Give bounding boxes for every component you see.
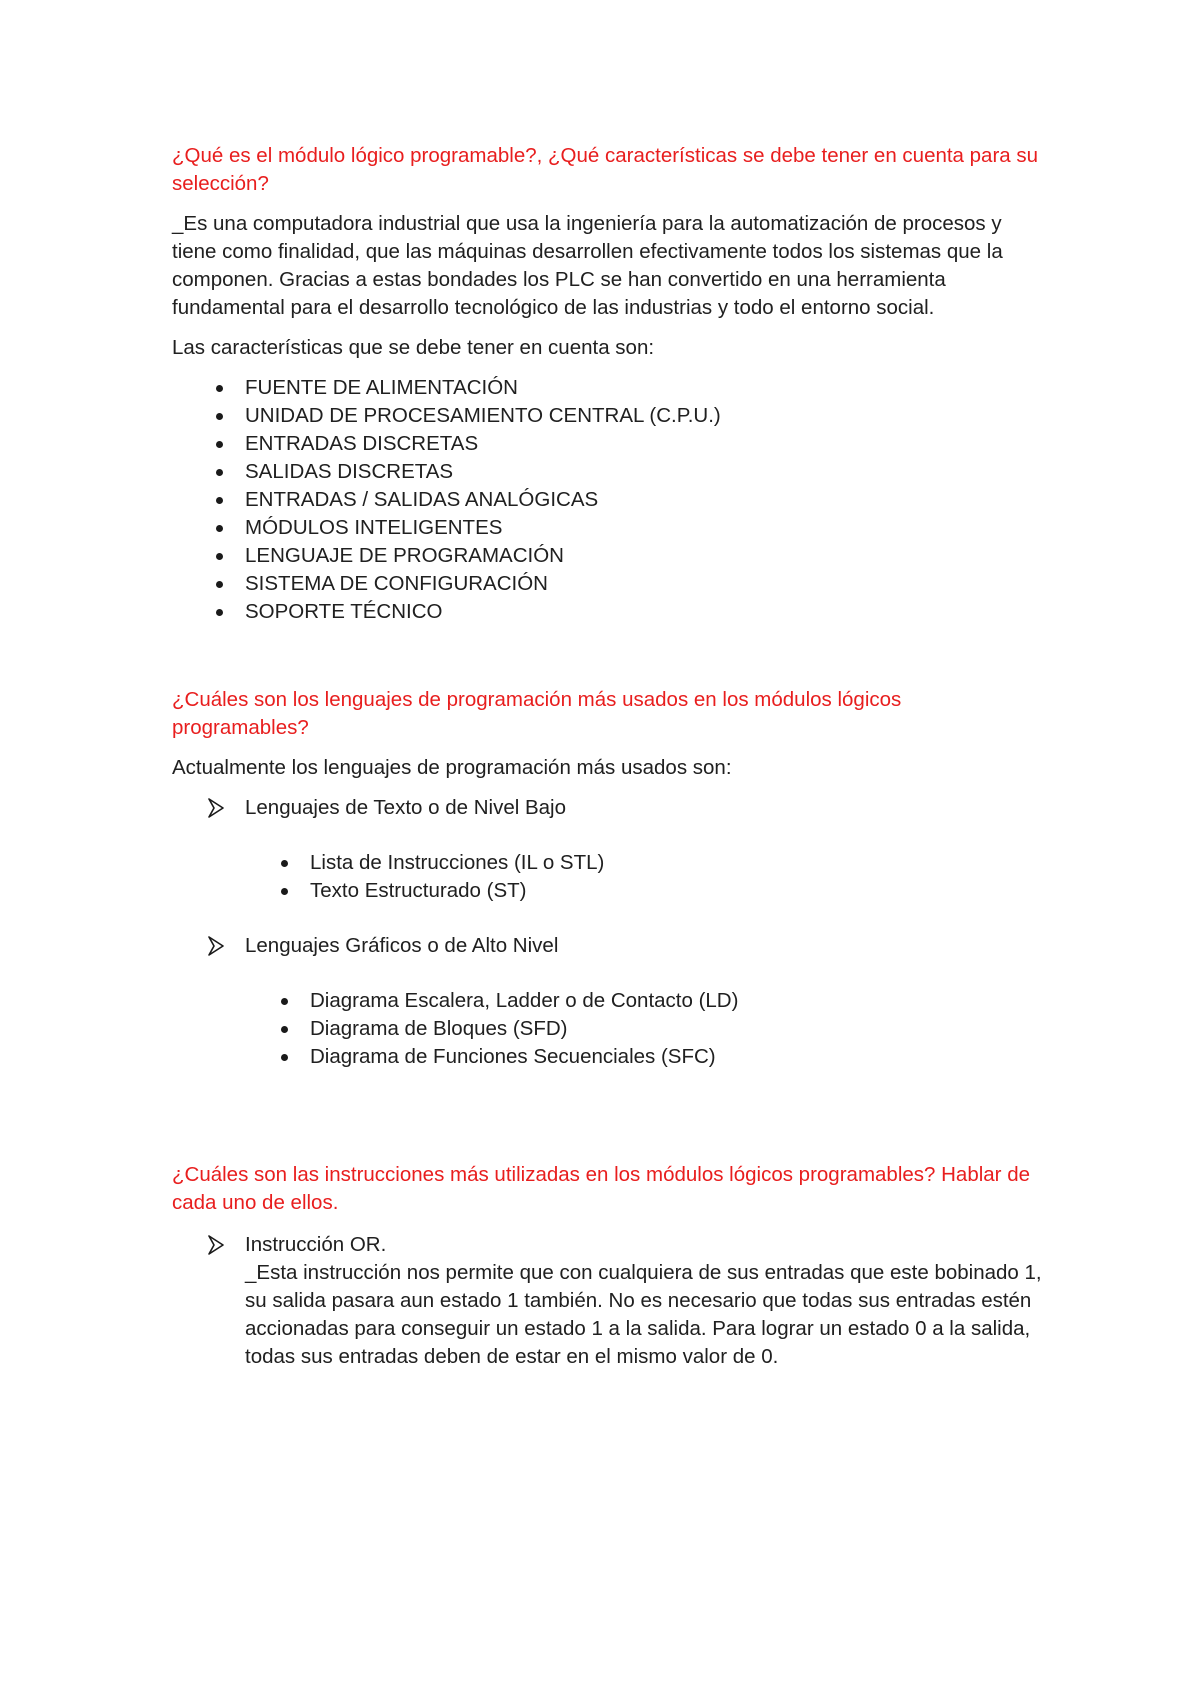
document-content [172, 142, 1042, 1371]
bullet-icon [216, 525, 223, 532]
list-item [216, 402, 1042, 430]
language-group-label: Lenguajes de Texto o de Nivel Bajo [245, 796, 567, 819]
bullet-icon [281, 860, 288, 867]
instruction-description: _Esta instrucción nos permite que con cualquiera de sus entradas que este bobinado 1, su salida pasara aun estado 1 también. No es necesario que todas sus entradas estén accionadas para conseguir un estado 1 a la salida. Para lograr un estado 0 a la salida, todas sus entradas deben de estar en el mismo valor de 0. [245, 1261, 1042, 1368]
list-item-label: ENTRADAS / SALIDAS ANALÓGICAS [245, 488, 599, 511]
list-item [281, 1043, 1042, 1071]
list-item [281, 1015, 1042, 1043]
bullet-icon [216, 385, 223, 392]
languages-groups [208, 794, 1042, 1071]
instruction-item [208, 1231, 1042, 1371]
list-item-label: Texto Estructurado (ST) [310, 879, 527, 902]
language-sublist [281, 987, 1042, 1071]
characteristics-list [216, 374, 1042, 626]
bullet-icon [281, 998, 288, 1005]
list-item-label: Diagrama Escalera, Ladder o de Contacto (LD) [310, 989, 739, 1012]
bullet-icon [281, 1054, 288, 1061]
language-sublist [281, 849, 1042, 905]
list-item-label: FUENTE DE ALIMENTACIÓN [245, 376, 518, 399]
list-item [216, 570, 1042, 598]
bullet-icon [216, 581, 223, 588]
list-item [216, 486, 1042, 514]
list-item-label: ENTRADAS DISCRETAS [245, 432, 479, 455]
list-item-label: UNIDAD DE PROCESAMIENTO CENTRAL (C.P.U.) [245, 404, 721, 427]
list-item [216, 374, 1042, 402]
language-group [208, 794, 1042, 905]
question-1: ¿Qué es el módulo lógico programable?, ¿Qué características se debe tener en cuenta para su selección? [172, 144, 1039, 195]
bullet-icon [216, 413, 223, 420]
list-item [281, 877, 1042, 905]
list-item-label: SISTEMA DE CONFIGURACIÓN [245, 572, 548, 595]
bullet-icon [216, 441, 223, 448]
arrowhead-bullet-icon [208, 1235, 224, 1255]
list-item [216, 430, 1042, 458]
list-item-label: SOPORTE TÉCNICO [245, 600, 443, 623]
arrowhead-bullet-icon [208, 936, 224, 956]
arrowhead-bullet-icon [208, 798, 224, 818]
list-item-label: Diagrama de Funciones Secuenciales (SFC) [310, 1045, 716, 1068]
languages-intro: Actualmente los lenguajes de programación más usados son: [172, 756, 732, 779]
list-item [216, 458, 1042, 486]
language-group [208, 932, 1042, 1071]
list-item [216, 598, 1042, 626]
bullet-icon [281, 888, 288, 895]
characteristics-intro: Las características que se debe tener en cuenta son: [172, 336, 655, 359]
language-group-label: Lenguajes Gráficos o de Alto Nivel [245, 934, 559, 957]
list-item-label: Lista de Instrucciones (IL o STL) [310, 851, 605, 874]
bullet-icon [216, 609, 223, 616]
question-3: ¿Cuáles son las instrucciones más utilizadas en los módulos lógicos programables? Hablar de cada uno de ellos. [172, 1163, 1031, 1214]
bullet-icon [216, 497, 223, 504]
list-item [216, 514, 1042, 542]
instructions-list [208, 1231, 1042, 1371]
bullet-icon [281, 1026, 288, 1033]
list-item [281, 849, 1042, 877]
answer-1-paragraph: _Es una computadora industrial que usa la ingeniería para la automatización de procesos y tiene como finalidad, que las máquinas desarrollen efectivamente todos los sistemas que la componen. Gracias a estas bondades los PLC se han convertido en una herramienta fundamental para el desarrollo tecnológico de las industrias y todo el entorno social. [172, 212, 1003, 319]
list-item [216, 542, 1042, 570]
list-item-label: Diagrama de Bloques (SFD) [310, 1017, 568, 1040]
bullet-icon [216, 469, 223, 476]
list-item-label: SALIDAS DISCRETAS [245, 460, 454, 483]
list-item-label: MÓDULOS INTELIGENTES [245, 516, 503, 539]
bullet-icon [216, 553, 223, 560]
question-2: ¿Cuáles son los lenguajes de programación más usados en los módulos lógicos programables? [172, 688, 902, 739]
instruction-title: Instrucción OR. [245, 1233, 387, 1256]
list-item-label: LENGUAJE DE PROGRAMACIÓN [245, 544, 564, 567]
list-item [281, 987, 1042, 1015]
